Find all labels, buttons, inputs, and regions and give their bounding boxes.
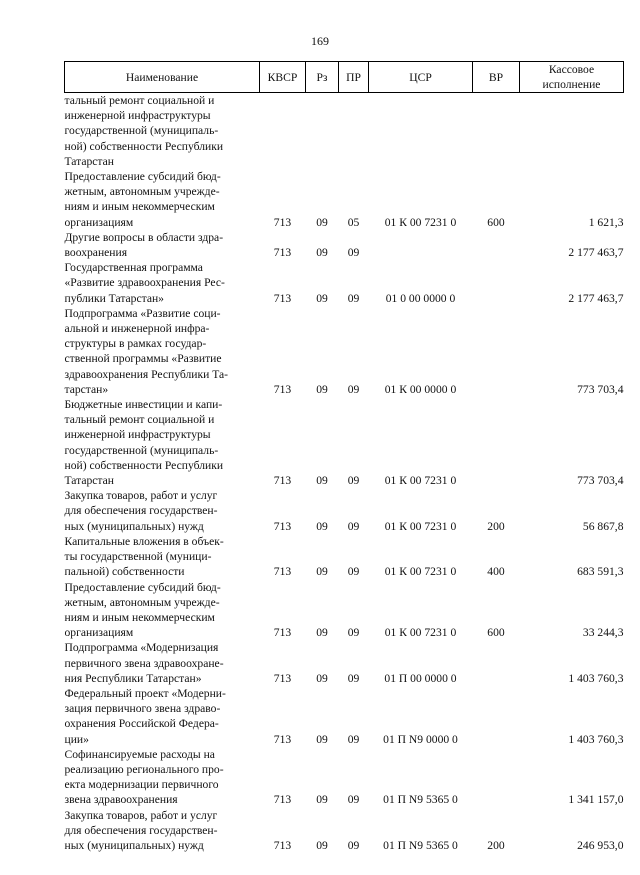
cell-vr: 400 — [487, 565, 505, 579]
cell-vr — [473, 260, 520, 306]
cell-pr: 09 — [347, 626, 360, 640]
cell-kvsr: 713 — [273, 793, 292, 807]
cell-amount: 33 244,3 — [582, 626, 624, 640]
cell-pr: 09 — [347, 565, 360, 579]
cell-vr — [473, 640, 520, 686]
cell-csr: 01 К 00 0000 0 — [384, 382, 457, 396]
header-amount: Кассовое исполнение — [520, 62, 624, 93]
cell-amount: 1 621,3 — [588, 215, 624, 229]
cell-vr: 600 — [487, 626, 505, 640]
cell-name: Бюджетные инвестиции и капи- тальный ремонт социальной и инженерной инфраструктуры государственной (муниципаль- ной) собственности Республики Татарстан — [64, 398, 224, 488]
cell-pr: 09 — [347, 519, 360, 533]
cell-amount: 2 177 463,7 — [568, 291, 624, 305]
cell-rz: 09 — [316, 626, 328, 640]
cell-vr: 200 — [487, 519, 505, 533]
cell-name: Другие вопросы в области здра- воохранения — [64, 230, 224, 260]
header-rz: Рз — [306, 62, 339, 93]
cell-name: Подпрограмма «Модернизация первичного звена здравоохране- ния Республики Татарстан» — [64, 641, 224, 685]
cell-kvsr: 713 — [273, 291, 292, 305]
cell-vr — [473, 306, 520, 397]
cell-kvsr: 713 — [273, 382, 292, 396]
cell-vr — [473, 686, 520, 747]
cell-amount: 246 953,0 — [577, 838, 624, 852]
cell-rz: 09 — [316, 732, 328, 746]
table-row — [65, 686, 624, 747]
cell-amount: 1 403 760,3 — [568, 671, 624, 685]
cell-pr — [339, 93, 369, 170]
cell-name: Софинансируемые расходы на реализацию регионального про- екта модернизации первичного звена здравоохранения — [64, 747, 224, 807]
cell-pr: 09 — [347, 793, 360, 807]
header-name: Наименование — [65, 62, 260, 93]
cell-amount — [520, 93, 624, 170]
cell-name: Закупка товаров, работ и услуг для обеспечения государствен- ных (муниципальных) нужд — [64, 808, 218, 852]
cell-pr: 09 — [347, 474, 360, 488]
cell-kvsr: 713 — [273, 215, 292, 229]
cell-amount: 1 403 760,3 — [568, 732, 624, 746]
cell-csr: 01 К 00 7231 0 — [384, 215, 457, 229]
cell-kvsr: 713 — [273, 474, 292, 488]
cell-csr: 01 П N9 5365 0 — [383, 793, 458, 807]
cell-rz: 09 — [316, 474, 328, 488]
cell-kvsr — [260, 93, 306, 170]
cell-csr: 01 П N9 0000 0 — [383, 732, 458, 746]
cell-pr: 09 — [347, 671, 360, 685]
cell-csr: 01 К 00 7231 0 — [384, 519, 457, 533]
cell-pr: 09 — [347, 838, 360, 852]
cell-kvsr: 713 — [273, 519, 292, 533]
cell-vr — [473, 747, 520, 808]
cell-amount: 56 867,8 — [582, 519, 624, 533]
cell-csr — [369, 230, 473, 260]
table-row — [65, 230, 624, 260]
cell-rz: 09 — [316, 382, 328, 396]
cell-pr: 09 — [347, 291, 360, 305]
cell-name: Предоставление субсидий бюд- жетным, автономным учрежде- ниям и иным некоммерческим организациям — [64, 580, 221, 640]
cell-rz: 09 — [316, 291, 328, 305]
cell-kvsr: 713 — [273, 626, 292, 640]
table-body — [65, 93, 624, 854]
table-row — [65, 306, 624, 397]
cell-kvsr: 713 — [273, 671, 292, 685]
cell-name: Капитальные вложения в объек- ты государственной (муници- пальной) собственности — [64, 534, 224, 579]
cell-amount: 1 341 157,0 — [568, 793, 624, 807]
header-vr: ВР — [473, 62, 520, 93]
table-row — [65, 488, 624, 534]
table-row — [65, 93, 624, 170]
cell-csr: 01 П N9 5365 0 — [383, 838, 458, 852]
cell-amount: 773 703,4 — [577, 474, 624, 488]
cell-rz: 09 — [316, 671, 328, 685]
cell-vr — [473, 230, 520, 260]
cell-rz: 09 — [316, 838, 328, 852]
header-csr: ЦСР — [369, 62, 473, 93]
table-row — [65, 747, 624, 808]
cell-csr: 01 К 00 7231 0 — [384, 474, 457, 488]
cell-pr: 09 — [347, 732, 360, 746]
cell-kvsr: 713 — [273, 838, 292, 852]
table-row — [65, 808, 624, 854]
cell-csr: 01 0 00 0000 0 — [385, 291, 456, 305]
cell-pr: 09 — [347, 246, 360, 260]
cell-rz: 09 — [316, 246, 328, 260]
cell-amount: 2 177 463,7 — [568, 246, 624, 260]
cell-csr — [369, 93, 473, 170]
cell-amount: 683 591,3 — [577, 565, 624, 579]
header-kvsr: КВСР — [260, 62, 306, 93]
cell-rz: 09 — [316, 793, 328, 807]
cell-name: Предоставление субсидий бюд- жетным, автономным учрежде- ниям и иным некоммерческим организациям — [64, 170, 221, 229]
cell-amount: 773 703,4 — [577, 382, 624, 396]
budget-execution-table — [64, 61, 624, 853]
cell-name: Закупка товаров, работ и услуг для обеспечения государствен- ных (муниципальных) нужд — [64, 489, 218, 533]
cell-rz: 09 — [316, 215, 328, 229]
table-row — [65, 397, 624, 488]
cell-vr — [473, 93, 520, 170]
cell-name: Государственная программа «Развитие здравоохранения Рес- публики Татарстан» — [64, 261, 225, 305]
cell-kvsr: 713 — [273, 732, 292, 746]
table-row — [65, 169, 624, 230]
cell-kvsr: 713 — [273, 565, 292, 579]
cell-csr: 01 П 00 0000 0 — [384, 671, 457, 685]
cell-csr: 01 К 00 7231 0 — [384, 565, 457, 579]
cell-name: Подпрограмма «Развитие соци- альной и инженерной инфра- структуры в рамках государ- ственной программы «Развитие здравоохранения Республики Та- тарстан» — [64, 306, 229, 396]
cell-rz: 09 — [316, 565, 328, 579]
cell-rz: 09 — [316, 519, 328, 533]
cell-kvsr: 713 — [273, 246, 292, 260]
cell-pr: 09 — [347, 382, 360, 396]
table-row — [65, 534, 624, 580]
page-number: 169 — [311, 34, 329, 48]
header-pr: ПР — [339, 62, 369, 93]
cell-vr: 200 — [487, 838, 505, 852]
cell-name: тальный ремонт социальной и инженерной инфраструктуры государственной (муниципаль- ной) собственности Республики Татарстан — [64, 94, 224, 168]
table-row — [65, 580, 624, 641]
cell-csr: 01 К 00 7231 0 — [384, 626, 457, 640]
cell-name: Федеральный проект «Модерни- зация первичного звена здраво- охранения Российской Федера- ции» — [64, 686, 226, 746]
cell-rz — [306, 93, 339, 170]
cell-vr: 600 — [487, 215, 505, 229]
cell-pr: 05 — [347, 215, 360, 229]
table-header-row — [65, 62, 624, 93]
table-row — [65, 640, 624, 686]
table-row — [65, 260, 624, 306]
cell-vr — [473, 397, 520, 488]
